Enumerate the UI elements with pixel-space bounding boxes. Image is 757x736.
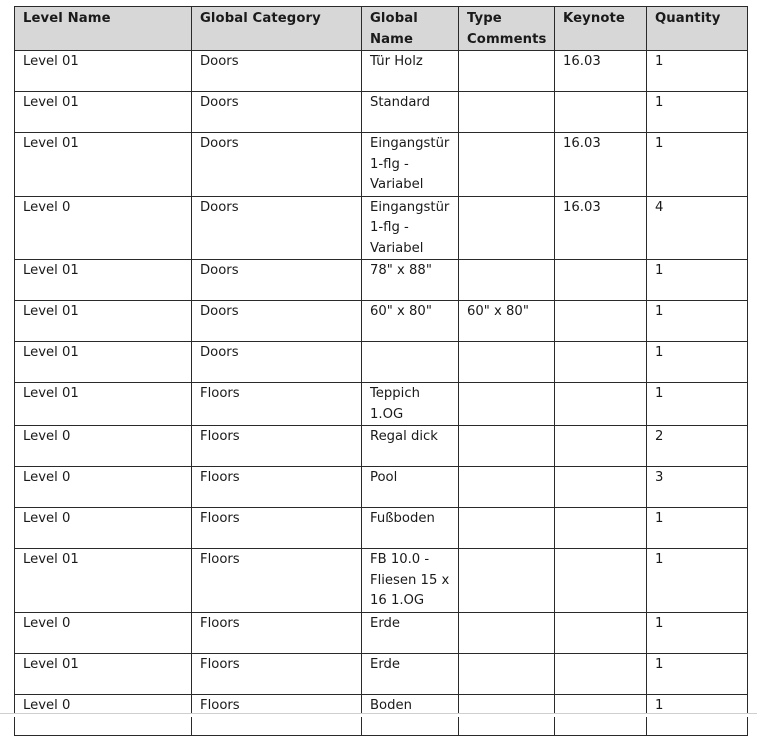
cell-category: Floors [192, 549, 362, 613]
header-keynote: Keynote [555, 7, 647, 51]
cell-category: Floors [192, 612, 362, 653]
cell-level: Level 01 [15, 51, 192, 92]
cell-type-comments [459, 260, 555, 301]
cell-type-comments [459, 383, 555, 426]
cell-category: Doors [192, 92, 362, 133]
cell-category: Doors [192, 342, 362, 383]
cell-name: Erde [362, 653, 459, 694]
cell-quantity: 3 [647, 467, 748, 508]
cell-type-comments [459, 92, 555, 133]
schedule-table [14, 6, 748, 736]
cell-keynote [555, 383, 647, 426]
cell-quantity: 1 [647, 549, 748, 613]
cell-quantity: 1 [647, 342, 748, 383]
cell-quantity: 1 [647, 133, 748, 197]
cell-quantity: 1 [647, 92, 748, 133]
cell-level: Level 01 [15, 301, 192, 342]
cell-type-comments [459, 508, 555, 549]
cell-keynote [555, 508, 647, 549]
cell-type-comments [459, 653, 555, 694]
header-global-category: Global Category [192, 7, 362, 51]
cell-quantity: 1 [647, 383, 748, 426]
cell-name: Teppich 1.OG [362, 383, 459, 426]
cell-level: Level 0 [15, 467, 192, 508]
table-row [15, 342, 748, 383]
cell-name: Eingangstür 1-flg - Variabel [362, 133, 459, 197]
cell-keynote: 16.03 [555, 51, 647, 92]
cell-name: Fußboden [362, 508, 459, 549]
cell-quantity: 1 [647, 653, 748, 694]
cell-quantity: 4 [647, 196, 748, 260]
cell-level: Level 01 [15, 133, 192, 197]
cell-level: Level 0 [15, 426, 192, 467]
cell-type-comments: 60" x 80" [459, 301, 555, 342]
cell-category: Floors [192, 653, 362, 694]
cell-category: Floors [192, 426, 362, 467]
cell-keynote [555, 342, 647, 383]
header-global-name: Global Name [362, 7, 459, 51]
cell-keynote [555, 653, 647, 694]
header-level-name: Level Name [15, 7, 192, 51]
cell-keynote [555, 260, 647, 301]
table-row [15, 301, 748, 342]
cell-level: Level 01 [15, 549, 192, 613]
cell-quantity: 1 [647, 508, 748, 549]
cell-keynote: 16.03 [555, 196, 647, 260]
cell-category: Floors [192, 694, 362, 735]
cell-category: Doors [192, 301, 362, 342]
cell-name: Eingangstür 1-flg - Variabel [362, 196, 459, 260]
cell-category: Floors [192, 383, 362, 426]
cell-type-comments [459, 612, 555, 653]
header-quantity: Quantity [647, 7, 748, 51]
cell-category: Floors [192, 467, 362, 508]
cell-name: Pool [362, 467, 459, 508]
cell-name: Erde [362, 612, 459, 653]
schedule-sheet [14, 6, 748, 736]
cell-name: Tür Holz [362, 51, 459, 92]
header-type-comments: Type Comments [459, 7, 555, 51]
cell-keynote [555, 612, 647, 653]
cell-category: Doors [192, 196, 362, 260]
cell-quantity: 2 [647, 426, 748, 467]
cell-quantity: 1 [647, 694, 748, 735]
cell-quantity: 1 [647, 51, 748, 92]
cell-name [362, 342, 459, 383]
cell-type-comments [459, 51, 555, 92]
cell-level: Level 01 [15, 92, 192, 133]
table-row [15, 612, 748, 653]
cell-category: Doors [192, 133, 362, 197]
cell-name: Standard [362, 92, 459, 133]
cell-category: Doors [192, 260, 362, 301]
cell-quantity: 1 [647, 260, 748, 301]
cell-type-comments [459, 196, 555, 260]
cell-category: Doors [192, 51, 362, 92]
header-row [15, 7, 748, 51]
cell-type-comments [459, 467, 555, 508]
cell-level: Level 0 [15, 694, 192, 735]
cell-type-comments [459, 342, 555, 383]
cell-level: Level 0 [15, 196, 192, 260]
table-row [15, 260, 748, 301]
cell-quantity: 1 [647, 301, 748, 342]
cell-level: Level 0 [15, 508, 192, 549]
table-row [15, 467, 748, 508]
cell-name: FB 10.0 - Fliesen 15 x 16 1.OG [362, 549, 459, 613]
cell-level: Level 01 [15, 342, 192, 383]
table-row [15, 653, 748, 694]
cell-quantity: 1 [647, 612, 748, 653]
table-row [15, 51, 748, 92]
cell-name: Regal dick [362, 426, 459, 467]
cell-keynote: 16.03 [555, 133, 647, 197]
cell-level: Level 01 [15, 260, 192, 301]
cell-name: 78" x 88" [362, 260, 459, 301]
table-row [15, 92, 748, 133]
cell-keynote [555, 426, 647, 467]
cell-keynote [555, 301, 647, 342]
cell-name: Boden [362, 694, 459, 735]
table-row [15, 383, 748, 426]
cell-type-comments [459, 133, 555, 197]
table-row [15, 133, 748, 197]
table-row [15, 508, 748, 549]
table-row [15, 196, 748, 260]
cell-category: Floors [192, 508, 362, 549]
cell-level: Level 01 [15, 653, 192, 694]
cell-keynote [555, 92, 647, 133]
cell-type-comments [459, 549, 555, 613]
table-row [15, 426, 748, 467]
cell-level: Level 0 [15, 612, 192, 653]
cell-keynote [555, 549, 647, 613]
cell-level: Level 01 [15, 383, 192, 426]
cell-keynote [555, 467, 647, 508]
table-row [15, 549, 748, 613]
page-bottom-edge [0, 713, 757, 717]
cell-name: 60" x 80" [362, 301, 459, 342]
cell-type-comments [459, 426, 555, 467]
